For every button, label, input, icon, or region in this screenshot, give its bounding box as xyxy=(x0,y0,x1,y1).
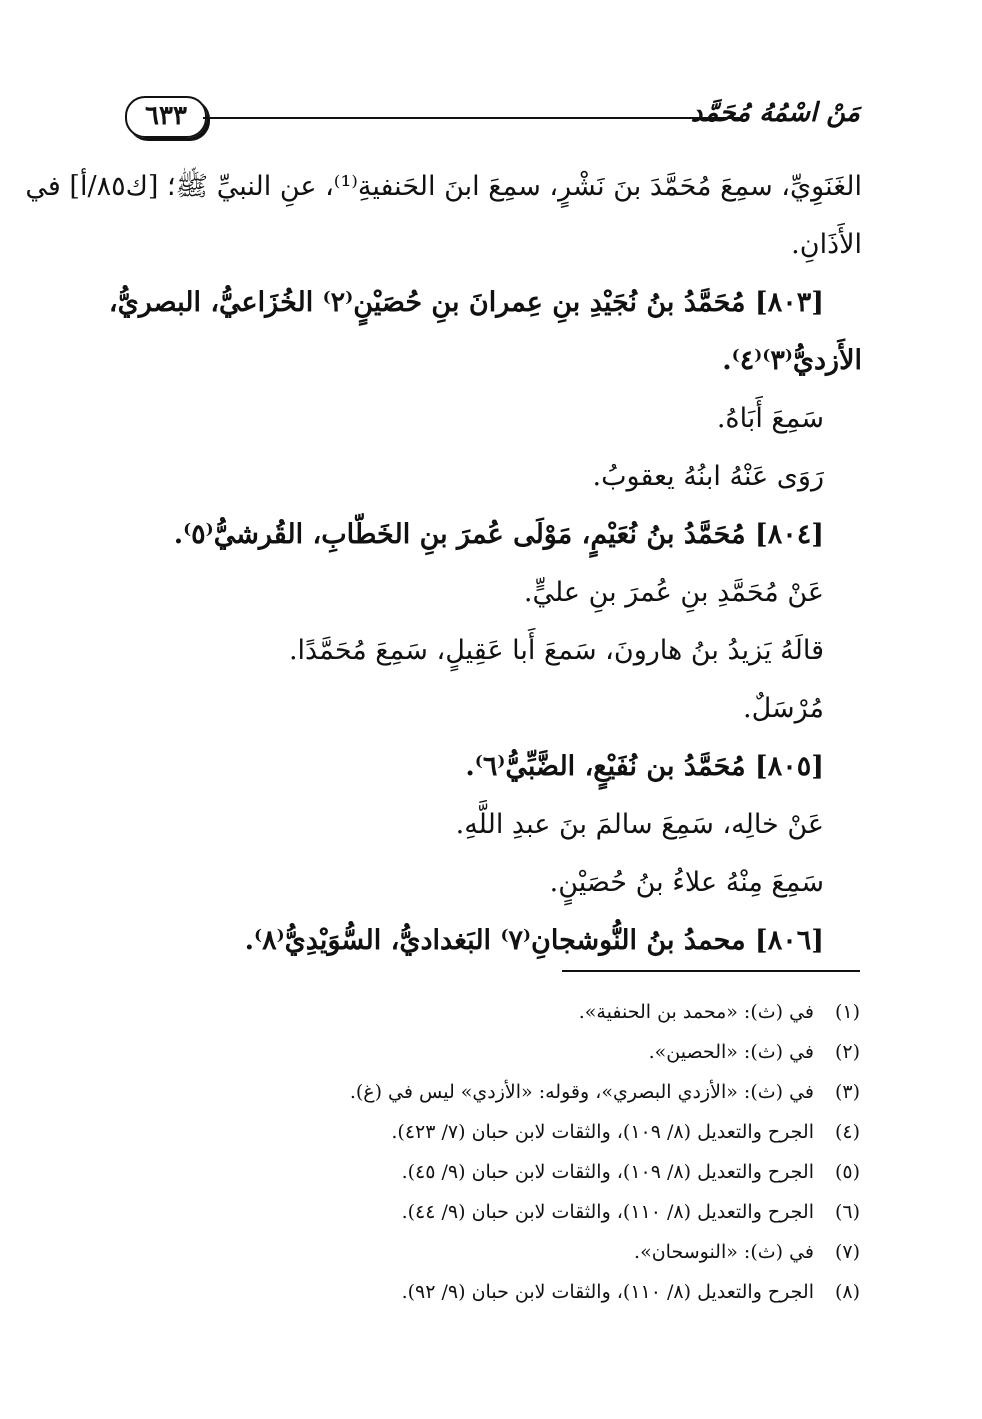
entry-803-line: رَوَى عَنْهُ ابنُهُ يعقوبُ. xyxy=(592,461,824,492)
footnotes xyxy=(260,992,860,1312)
footnote-text: في (ث): «محمد بن الحنفية». xyxy=(578,1001,814,1023)
footnote-text: في (ث): «الحصين». xyxy=(648,1041,814,1063)
header-rule xyxy=(203,117,742,119)
footnote xyxy=(260,1032,860,1072)
footnote xyxy=(260,1272,860,1312)
footnote-number: (٧) xyxy=(834,1241,860,1263)
entry-805-line: عَنْ خالِه، سَمِعَ سالمَ بنَ عبدِ اللَّهِ. xyxy=(455,809,824,840)
page-number: ٦٣٣ xyxy=(125,96,207,138)
page-header xyxy=(125,92,860,142)
footnote-number: (٣) xyxy=(834,1081,860,1103)
footnote xyxy=(260,1192,860,1232)
entry-804-heading: [٨٠٤] مُحَمَّدُ بنُ نُعَيْمٍ، مَوْلَى عُمرَ بنِ الخَطّابِ، القُرشيُّ⁽٥⁾. xyxy=(173,519,824,550)
footnote-separator xyxy=(562,970,860,972)
entry-803-heading-cont: الأَزديُّ⁽٣⁾⁽٤⁾. xyxy=(722,345,862,376)
entry-803-heading: [٨٠٣] مُحَمَّدُ بنُ نُجَيْدِ بنِ عِمرانَ بنِ حُصَيْنٍ⁽٢⁾ الخُزَاعيُّ، البصريُّ، xyxy=(108,287,824,318)
entry-805-heading: [٨٠٥] مُحَمَّدُ بن نُفَيْعٍ، الضَّبِّيُّ⁽٦⁾. xyxy=(465,751,824,782)
entry-805-line: سَمِعَ مِنْهُ علاءُ بنُ حُصَيْنٍ. xyxy=(549,867,824,898)
entry-804-line: قالَهُ يَزيدُ بنُ هارونَ، سَمعَ أَبا عَقِيلٍ، سَمِعَ مُحَمَّدًا. xyxy=(288,635,824,666)
entry-804-line: عَنْ مُحَمَّدِ بنِ عُمرَ بنِ عليٍّ. xyxy=(523,577,824,608)
footnote-number: (٨) xyxy=(834,1281,860,1303)
footnote-text: الجرح والتعديل (٨/ ١١٠)، والثقات لابن حبان (٩/ ٩٢). xyxy=(401,1281,814,1303)
main-text xyxy=(25,158,862,970)
footnote-number: (٦) xyxy=(834,1201,860,1223)
footnote-text: في (ث): «النوسحان». xyxy=(634,1241,814,1263)
running-title: مَنْ اسْمُهُ مُحَمَّد xyxy=(690,98,860,128)
entry-803-line: سَمِعَ أَبَاهُ. xyxy=(716,403,824,434)
footnote xyxy=(260,1112,860,1152)
footnote-text: في (ث): «الأزدي البصري»، وقوله: «الأزدي» ليس في (غ). xyxy=(349,1081,814,1103)
footnote-number: (٢) xyxy=(834,1041,860,1063)
footnote xyxy=(260,992,860,1032)
footnote-text: الجرح والتعديل (٨/ ١٠٩)، والثقات لابن حبان (٧/ ٤٢٣). xyxy=(391,1121,814,1143)
footnote-number: (١) xyxy=(834,1001,860,1023)
text-line: الأَذَانِ. xyxy=(791,229,862,260)
footnote xyxy=(260,1072,860,1112)
footnote xyxy=(260,1232,860,1272)
footnote-text: الجرح والتعديل (٨/ ١١٠)، والثقات لابن حبان (٩/ ٤٤). xyxy=(401,1201,814,1223)
entry-806-heading: [٨٠٦] محمدُ بنُ النُّوشجانِ⁽٧⁾ البَغداديُّ، السُّوَيْدِيُّ⁽٨⁾. xyxy=(244,925,824,956)
footnote-number: (٤) xyxy=(834,1121,860,1143)
footnote xyxy=(260,1152,860,1192)
entry-804-line: مُرْسَلٌ. xyxy=(742,693,824,724)
footnote-number: (٥) xyxy=(834,1161,860,1183)
text-line: الغَنَوِيِّ، سمِعَ مُحَمَّدَ بنَ نَشْرٍ، سمِعَ ابنَ الحَنفيةِ⁽¹⁾، عنِ النبيِّ ﷺ؛ [ك٨٥/أ] في xyxy=(25,171,862,202)
footnote-text: الجرح والتعديل (٨/ ١٠٩)، والثقات لابن حبان (٩/ ٤٥). xyxy=(401,1161,814,1183)
